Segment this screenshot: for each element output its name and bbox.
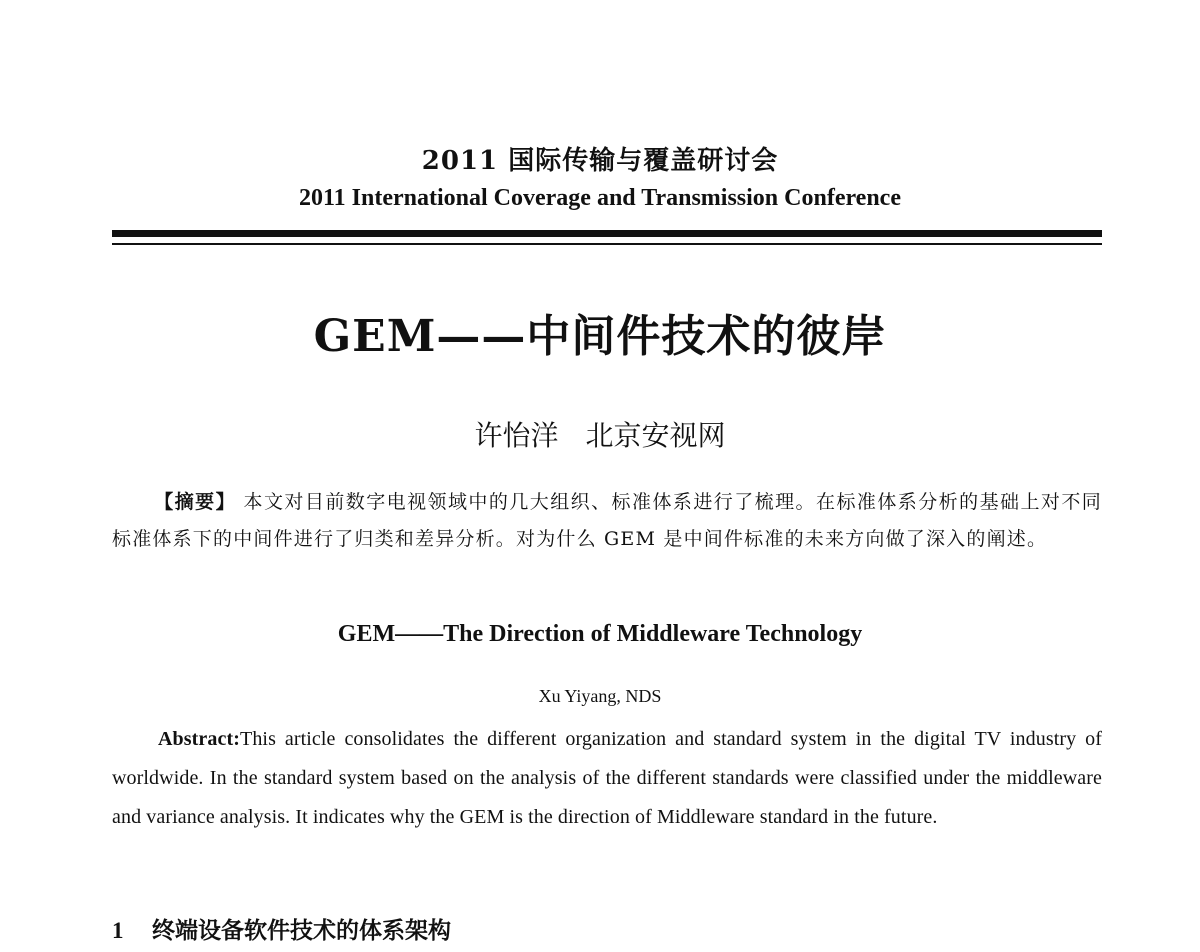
section-number: 1 bbox=[112, 918, 124, 943]
abstract-separator-en: : bbox=[233, 728, 240, 750]
abstract-cn bbox=[112, 484, 1102, 558]
section-title: 终端设备软件技术的体系架构 bbox=[152, 917, 451, 944]
paper-title-cn: GEM——中间件技术的彼岸 bbox=[313, 311, 887, 362]
abstract-label-en: Abstract bbox=[158, 728, 234, 750]
header-rule-thin bbox=[112, 243, 1102, 245]
paper-title-en: GEM——The Direction of Middleware Technology bbox=[337, 621, 863, 647]
section-heading bbox=[112, 912, 1102, 945]
abstract-text-cn: 本文对目前数字电视领域中的几大组织、标准体系进行了梳理。在标准体系分析的基础上对不同标准体系下的中间件进行了归类和差异分析。对为什么 GEM 是中间件标准的未来方向做了深入的阐述。 bbox=[112, 491, 1102, 550]
header-rule-thick bbox=[112, 230, 1102, 237]
abstract-text-en: This article consolidates the different organization and standard system in the digital TV industry of worldwide. In the standard system based on the analysis of the different standards were classified under the middleware and variance analysis. It indicates why the GEM is the direction of Middleware standard in the future. bbox=[112, 728, 1102, 828]
conference-title-cn: 2011 国际传输与覆盖研讨会 bbox=[421, 146, 779, 176]
authors-cn: 许怡洋 北京安视网 bbox=[474, 419, 726, 452]
authors-en: Xu Yiyang, NDS bbox=[538, 686, 662, 706]
abstract-label-cn: 【摘要】 bbox=[154, 491, 237, 513]
abstract-en bbox=[112, 720, 1102, 837]
conference-title-en: 2011 International Coverage and Transmission Conference bbox=[298, 185, 901, 211]
